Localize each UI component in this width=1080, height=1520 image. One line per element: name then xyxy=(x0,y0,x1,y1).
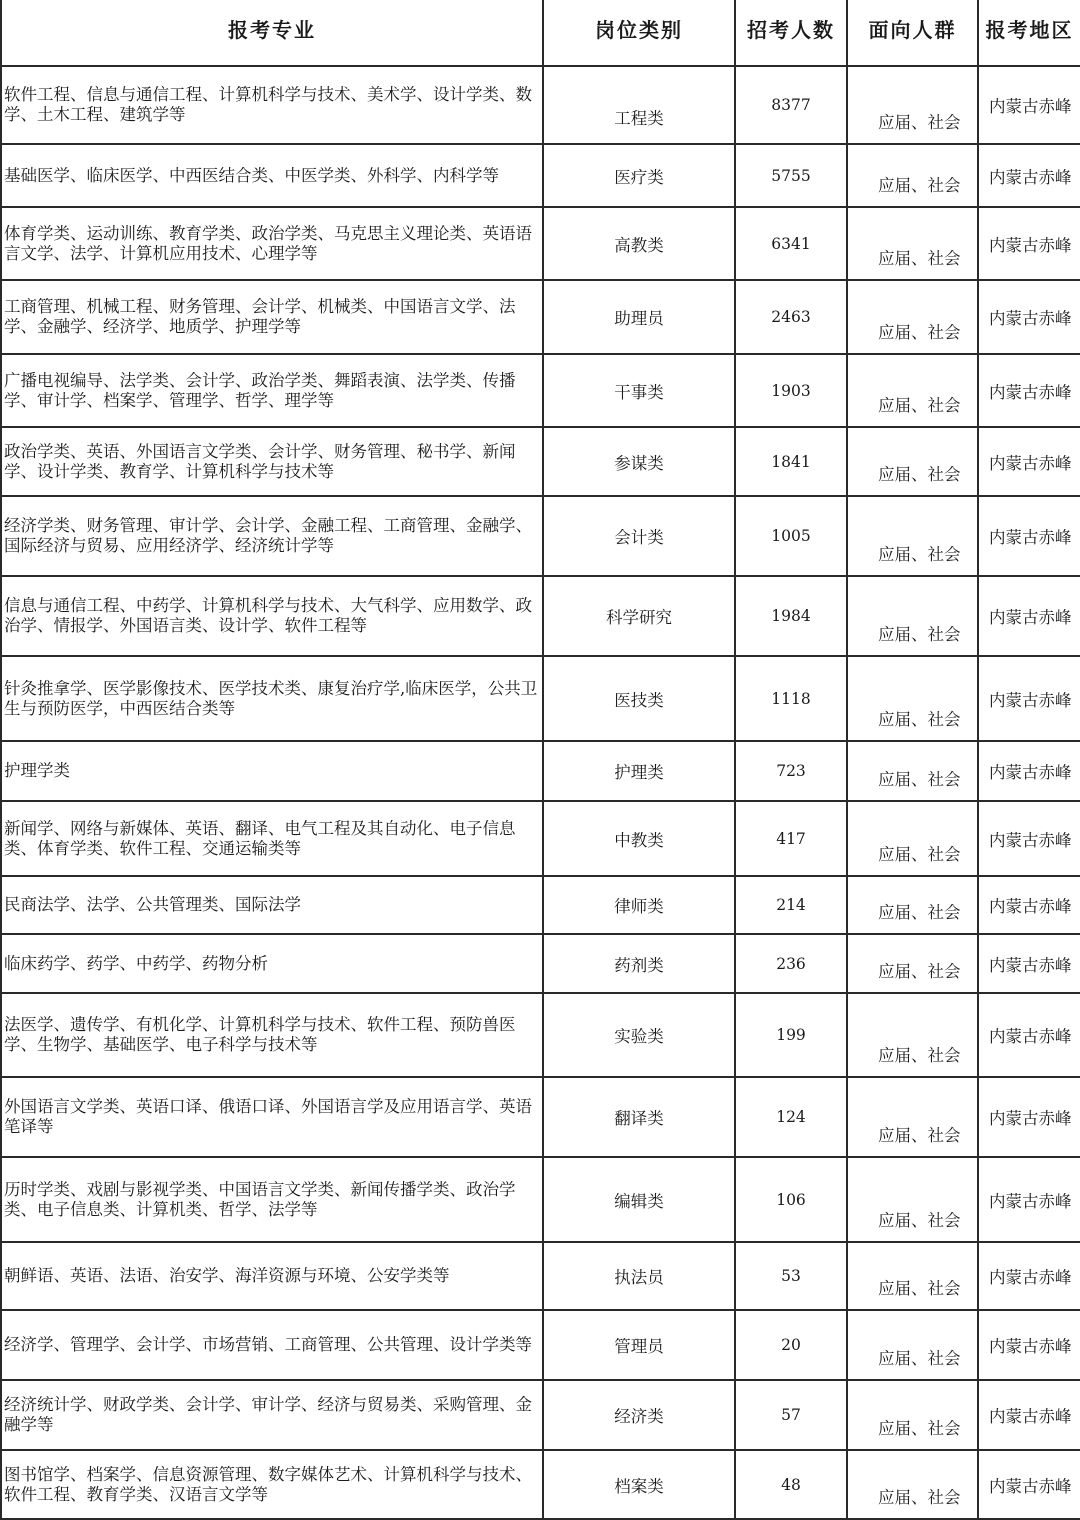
table-row xyxy=(0,281,1080,355)
cell-major xyxy=(0,428,542,495)
cell-group-text: 应届、社会 xyxy=(878,1046,961,1065)
cell-category-text: 干事类 xyxy=(614,382,664,402)
cell-region xyxy=(977,428,1080,495)
cell-category-text: 编辑类 xyxy=(614,1191,664,1211)
cell-region-text: 内蒙古赤峰 xyxy=(989,453,1072,473)
cell-category xyxy=(542,802,734,875)
cell-major-text: 基础医学、临床医学、中西医结合类、中医学类、外科学、内科学等 xyxy=(4,165,499,185)
cell-region xyxy=(977,742,1080,800)
table-row xyxy=(0,742,1080,802)
cell-group-text: 应届、社会 xyxy=(878,1279,961,1298)
cell-category-text: 药剂类 xyxy=(614,955,664,975)
cell-category xyxy=(542,1381,734,1449)
cell-category xyxy=(542,1078,734,1156)
cell-major xyxy=(0,1078,542,1156)
cell-region-text: 内蒙古赤峰 xyxy=(989,690,1072,710)
cell-region xyxy=(977,208,1080,279)
cell-group-text: 应届、社会 xyxy=(878,396,961,415)
cell-count-text: 57 xyxy=(781,1406,801,1424)
cell-major xyxy=(0,657,542,740)
cell-region xyxy=(977,355,1080,426)
table-row xyxy=(0,1078,1080,1158)
cell-major-text: 经济学、管理学、会计学、市场营销、工商管理、公共管理、设计学类等 xyxy=(4,1335,532,1354)
cell-region xyxy=(977,877,1080,933)
cell-region-text: 内蒙古赤峰 xyxy=(989,608,1072,627)
cell-category xyxy=(542,1311,734,1379)
cell-region-text: 内蒙古赤峰 xyxy=(989,1476,1072,1496)
cell-group-text: 应届、社会 xyxy=(878,1419,961,1438)
cell-major-text: 图书馆学、档案学、信息资源管理、数字媒体艺术、计算机科学与技术、软件工程、教育学类、汉语言文学等 xyxy=(4,1464,532,1504)
cell-count xyxy=(734,428,846,495)
cell-major xyxy=(0,742,542,800)
cell-region xyxy=(977,145,1080,206)
header-group: 面向人群 xyxy=(846,0,977,65)
cell-category xyxy=(542,1451,734,1518)
cell-count xyxy=(734,1311,846,1379)
cell-group-text: 应届、社会 xyxy=(878,770,961,789)
table-header-row xyxy=(0,0,1080,67)
cell-group xyxy=(846,1158,977,1241)
cell-count-text: 1984 xyxy=(771,607,811,625)
cell-region xyxy=(977,935,1080,992)
table-row xyxy=(0,657,1080,742)
table-row xyxy=(0,802,1080,877)
cell-group xyxy=(846,355,977,426)
cell-region-text: 内蒙古赤峰 xyxy=(989,1337,1072,1356)
cell-category-text: 管理员 xyxy=(614,1337,664,1356)
cell-group xyxy=(846,208,977,279)
cell-group xyxy=(846,497,977,575)
cell-count xyxy=(734,1381,846,1449)
cell-group-text: 应届、社会 xyxy=(878,545,961,564)
cell-region xyxy=(977,657,1080,740)
cell-count xyxy=(734,1078,846,1156)
cell-count xyxy=(734,497,846,575)
cell-major xyxy=(0,1158,542,1241)
cell-region xyxy=(977,1158,1080,1241)
table-row xyxy=(0,428,1080,497)
cell-major-text: 护理学类 xyxy=(4,761,70,780)
table-row xyxy=(0,208,1080,281)
table-row xyxy=(0,1381,1080,1451)
cell-category-text: 经济类 xyxy=(614,1407,664,1426)
cell-count-text: 20 xyxy=(781,1336,801,1354)
cell-major xyxy=(0,994,542,1076)
cell-category-text: 助理员 xyxy=(614,309,664,328)
cell-count xyxy=(734,1451,846,1518)
cell-major-text: 法医学、遗传学、有机化学、计算机科学与技术、软件工程、预防兽医学、生物学、基础医学、电子科学与技术等 xyxy=(4,1015,516,1054)
cell-count-text: 1005 xyxy=(771,527,811,545)
cell-category xyxy=(542,577,734,655)
table-row xyxy=(0,355,1080,428)
cell-region xyxy=(977,1381,1080,1449)
cell-region-text: 内蒙古赤峰 xyxy=(989,235,1072,255)
cell-major-text: 临床药学、药学、中药学、药物分析 xyxy=(4,953,268,973)
cell-major xyxy=(0,1451,542,1518)
cell-category xyxy=(542,1158,734,1241)
cell-count-text: 723 xyxy=(776,762,806,780)
cell-group xyxy=(846,877,977,933)
cell-region-text: 内蒙古赤峰 xyxy=(989,1109,1072,1128)
cell-count xyxy=(734,145,846,206)
cell-region xyxy=(977,281,1080,353)
cell-count xyxy=(734,877,846,933)
cell-count xyxy=(734,67,846,143)
cell-region-text: 内蒙古赤峰 xyxy=(989,1268,1072,1287)
cell-group-text: 应届、社会 xyxy=(878,1488,961,1507)
cell-count xyxy=(734,208,846,279)
cell-category xyxy=(542,1243,734,1309)
cell-count-text: 6341 xyxy=(771,234,811,253)
cell-major xyxy=(0,67,542,143)
cell-category-text: 档案类 xyxy=(614,1476,664,1496)
cell-group xyxy=(846,657,977,740)
cell-group xyxy=(846,1451,977,1518)
cell-category-text: 护理类 xyxy=(614,763,664,782)
cell-count-text: 53 xyxy=(781,1267,801,1285)
table-row xyxy=(0,1158,1080,1243)
cell-major-text: 民商法学、法学、公共管理类、国际法学 xyxy=(4,895,301,914)
header-major: 报考专业 xyxy=(0,0,542,65)
cell-category xyxy=(542,877,734,933)
cell-category xyxy=(542,935,734,992)
cell-count-text: 236 xyxy=(776,954,806,973)
table-row xyxy=(0,145,1080,208)
cell-major xyxy=(0,1243,542,1309)
cell-region xyxy=(977,67,1080,143)
table-row xyxy=(0,935,1080,994)
cell-group xyxy=(846,994,977,1076)
cell-count-text: 1841 xyxy=(771,452,811,471)
cell-major-text: 政治学类、英语、外国语言文学类、会计学、财务管理、秘书学、新闻学、设计学类、教育学、计算机科学与技术等 xyxy=(4,441,516,481)
cell-group xyxy=(846,935,977,992)
cell-category-text: 会计类 xyxy=(614,528,664,547)
cell-group-text: 应届、社会 xyxy=(878,1349,961,1368)
cell-region xyxy=(977,1243,1080,1309)
cell-count-text: 2463 xyxy=(771,308,811,326)
cell-category xyxy=(542,994,734,1076)
cell-region xyxy=(977,1311,1080,1379)
cell-count-text: 106 xyxy=(776,1190,806,1209)
cell-group-text: 应届、社会 xyxy=(878,323,961,342)
cell-category-text: 高教类 xyxy=(614,235,664,255)
cell-major xyxy=(0,497,542,575)
cell-group-text: 应届、社会 xyxy=(878,176,961,195)
cell-group xyxy=(846,145,977,206)
cell-region xyxy=(977,577,1080,655)
table-row xyxy=(0,1311,1080,1381)
cell-major-text: 广播电视编导、法学类、会计学、政治学类、舞蹈表演、法学类、传播学、审计学、档案学、管理学、哲学、理学等 xyxy=(4,370,516,410)
cell-group-text: 应届、社会 xyxy=(878,710,961,729)
cell-region xyxy=(977,1451,1080,1518)
cell-count-text: 417 xyxy=(776,829,806,848)
cell-major xyxy=(0,208,542,279)
cell-major xyxy=(0,1311,542,1379)
cell-category-text: 参谋类 xyxy=(614,453,664,473)
cell-count-text: 48 xyxy=(781,1475,801,1494)
cell-major xyxy=(0,1381,542,1449)
header-category: 岗位类别 xyxy=(542,0,734,65)
cell-count xyxy=(734,281,846,353)
cell-region xyxy=(977,994,1080,1076)
cell-group xyxy=(846,1311,977,1379)
cell-group xyxy=(846,742,977,800)
cell-region-text: 内蒙古赤峰 xyxy=(989,830,1072,850)
cell-category xyxy=(542,145,734,206)
cell-category xyxy=(542,657,734,740)
cell-count-text: 1903 xyxy=(771,381,811,400)
cell-count xyxy=(734,1158,846,1241)
cell-count-text: 124 xyxy=(776,1108,806,1126)
cell-group-text: 应届、社会 xyxy=(878,845,961,864)
cell-major-text: 新闻学、网络与新媒体、英语、翻译、电气工程及其自动化、电子信息类、体育学类、软件工程、交通运输类等 xyxy=(4,818,516,858)
cell-category-text: 执法员 xyxy=(614,1268,664,1287)
cell-major xyxy=(0,281,542,353)
table-row xyxy=(0,1451,1080,1520)
cell-count-text: 199 xyxy=(776,1026,806,1044)
cell-group-text: 应届、社会 xyxy=(878,465,961,484)
cell-group-text: 应届、社会 xyxy=(878,903,961,922)
cell-count xyxy=(734,994,846,1076)
cell-region xyxy=(977,497,1080,575)
cell-count xyxy=(734,742,846,800)
cell-category-text: 律师类 xyxy=(614,897,664,916)
cell-category-text: 医疗类 xyxy=(614,167,664,187)
cell-count xyxy=(734,1243,846,1309)
table-row xyxy=(0,497,1080,577)
cell-count xyxy=(734,657,846,740)
cell-category-text: 医技类 xyxy=(614,690,664,710)
cell-major xyxy=(0,877,542,933)
cell-category xyxy=(542,742,734,800)
cell-group xyxy=(846,428,977,495)
cell-major xyxy=(0,145,542,206)
cell-count-text: 8377 xyxy=(771,96,811,114)
table-row xyxy=(0,994,1080,1078)
cell-category xyxy=(542,497,734,575)
cell-region xyxy=(977,1078,1080,1156)
cell-major-text: 朝鲜语、英语、法语、治安学、海洋资源与环境、公安学类等 xyxy=(4,1266,450,1285)
cell-count-text: 1118 xyxy=(771,689,811,708)
cell-region-text: 内蒙古赤峰 xyxy=(989,1407,1072,1426)
cell-major xyxy=(0,577,542,655)
cell-group-text: 应届、社会 xyxy=(878,1211,961,1230)
cell-count xyxy=(734,577,846,655)
cell-region-text: 内蒙古赤峰 xyxy=(989,1027,1072,1046)
cell-major-text: 信息与通信工程、中药学、计算机科学与技术、大气科学、应用数学、政治学、情报学、外国语言类、设计学、软件工程等 xyxy=(4,596,532,635)
cell-group-text: 应届、社会 xyxy=(878,962,961,981)
table-row xyxy=(0,67,1080,145)
cell-group xyxy=(846,1381,977,1449)
cell-major-text: 针灸推拿学、医学影像技术、医学技术类、康复治疗学,临床医学，公共卫生与预防医学，中西医结合类等 xyxy=(4,678,538,718)
cell-major-text: 历时学类、戏剧与影视学类、中国语言文学类、新闻传播学类、政治学类、电子信息类、计算机类、哲学、法学等 xyxy=(4,1179,516,1219)
cell-region-text: 内蒙古赤峰 xyxy=(989,897,1072,916)
cell-group xyxy=(846,67,977,143)
cell-category xyxy=(542,355,734,426)
cell-group-text: 应届、社会 xyxy=(878,249,961,268)
header-count: 招考人数 xyxy=(734,0,846,65)
cell-group-text: 应届、社会 xyxy=(878,113,961,132)
cell-category-text: 翻译类 xyxy=(614,1109,664,1128)
cell-category-text: 工程类 xyxy=(614,109,664,128)
table-row xyxy=(0,577,1080,657)
header-region: 报考地区 xyxy=(977,0,1080,65)
cell-region-text: 内蒙古赤峰 xyxy=(989,528,1072,547)
cell-category xyxy=(542,428,734,495)
cell-major-text: 经济统计学、财政学类、会计学、审计学、经济与贸易类、采购管理、金融学等 xyxy=(4,1395,532,1434)
cell-major-text: 工商管理、机械工程、财务管理、会计学、机械类、中国语言文学、法学、金融学、经济学、地质学、护理学等 xyxy=(4,297,516,336)
table-row xyxy=(0,877,1080,935)
cell-major-text: 经济学类、财务管理、审计学、会计学、金融工程、工商管理、金融学、国际经济与贸易、应用经济学、经济统计学等 xyxy=(4,516,532,555)
cell-category xyxy=(542,208,734,279)
cell-group xyxy=(846,577,977,655)
cell-major xyxy=(0,935,542,992)
cell-count-text: 5755 xyxy=(771,166,811,185)
cell-region-text: 内蒙古赤峰 xyxy=(989,97,1072,116)
cell-region-text: 内蒙古赤峰 xyxy=(989,955,1072,975)
cell-count xyxy=(734,355,846,426)
cell-major-text: 体育学类、运动训练、教育学类、政治学类、马克思主义理论类、英语语言文学、法学、计算机应用技术、心理学等 xyxy=(4,223,532,263)
cell-major-text: 软件工程、信息与通信工程、计算机科学与技术、美术学、设计学类、数学、土木工程、建筑学等 xyxy=(4,85,532,124)
cell-group xyxy=(846,1243,977,1309)
cell-group xyxy=(846,802,977,875)
cell-region xyxy=(977,802,1080,875)
cell-group-text: 应届、社会 xyxy=(878,1126,961,1145)
cell-group xyxy=(846,281,977,353)
cell-count xyxy=(734,935,846,992)
table-row xyxy=(0,1243,1080,1311)
cell-major-text: 外国语言文学类、英语口译、俄语口译、外国语言学及应用语言学、英语笔译等 xyxy=(4,1097,532,1136)
cell-region-text: 内蒙古赤峰 xyxy=(989,1191,1072,1211)
cell-region-text: 内蒙古赤峰 xyxy=(989,382,1072,402)
cell-category-text: 实验类 xyxy=(614,1027,664,1046)
cell-major xyxy=(0,802,542,875)
cell-region-text: 内蒙古赤峰 xyxy=(989,167,1072,187)
cell-group-text: 应届、社会 xyxy=(878,625,961,644)
cell-major xyxy=(0,355,542,426)
cell-group xyxy=(846,1078,977,1156)
cell-category xyxy=(542,281,734,353)
cell-category-text: 中教类 xyxy=(614,830,664,850)
cell-region-text: 内蒙古赤峰 xyxy=(989,309,1072,328)
cell-category-text: 科学研究 xyxy=(606,608,672,627)
cell-region-text: 内蒙古赤峰 xyxy=(989,763,1072,782)
cell-category xyxy=(542,67,734,143)
cell-count-text: 214 xyxy=(776,896,806,914)
cell-count xyxy=(734,802,846,875)
